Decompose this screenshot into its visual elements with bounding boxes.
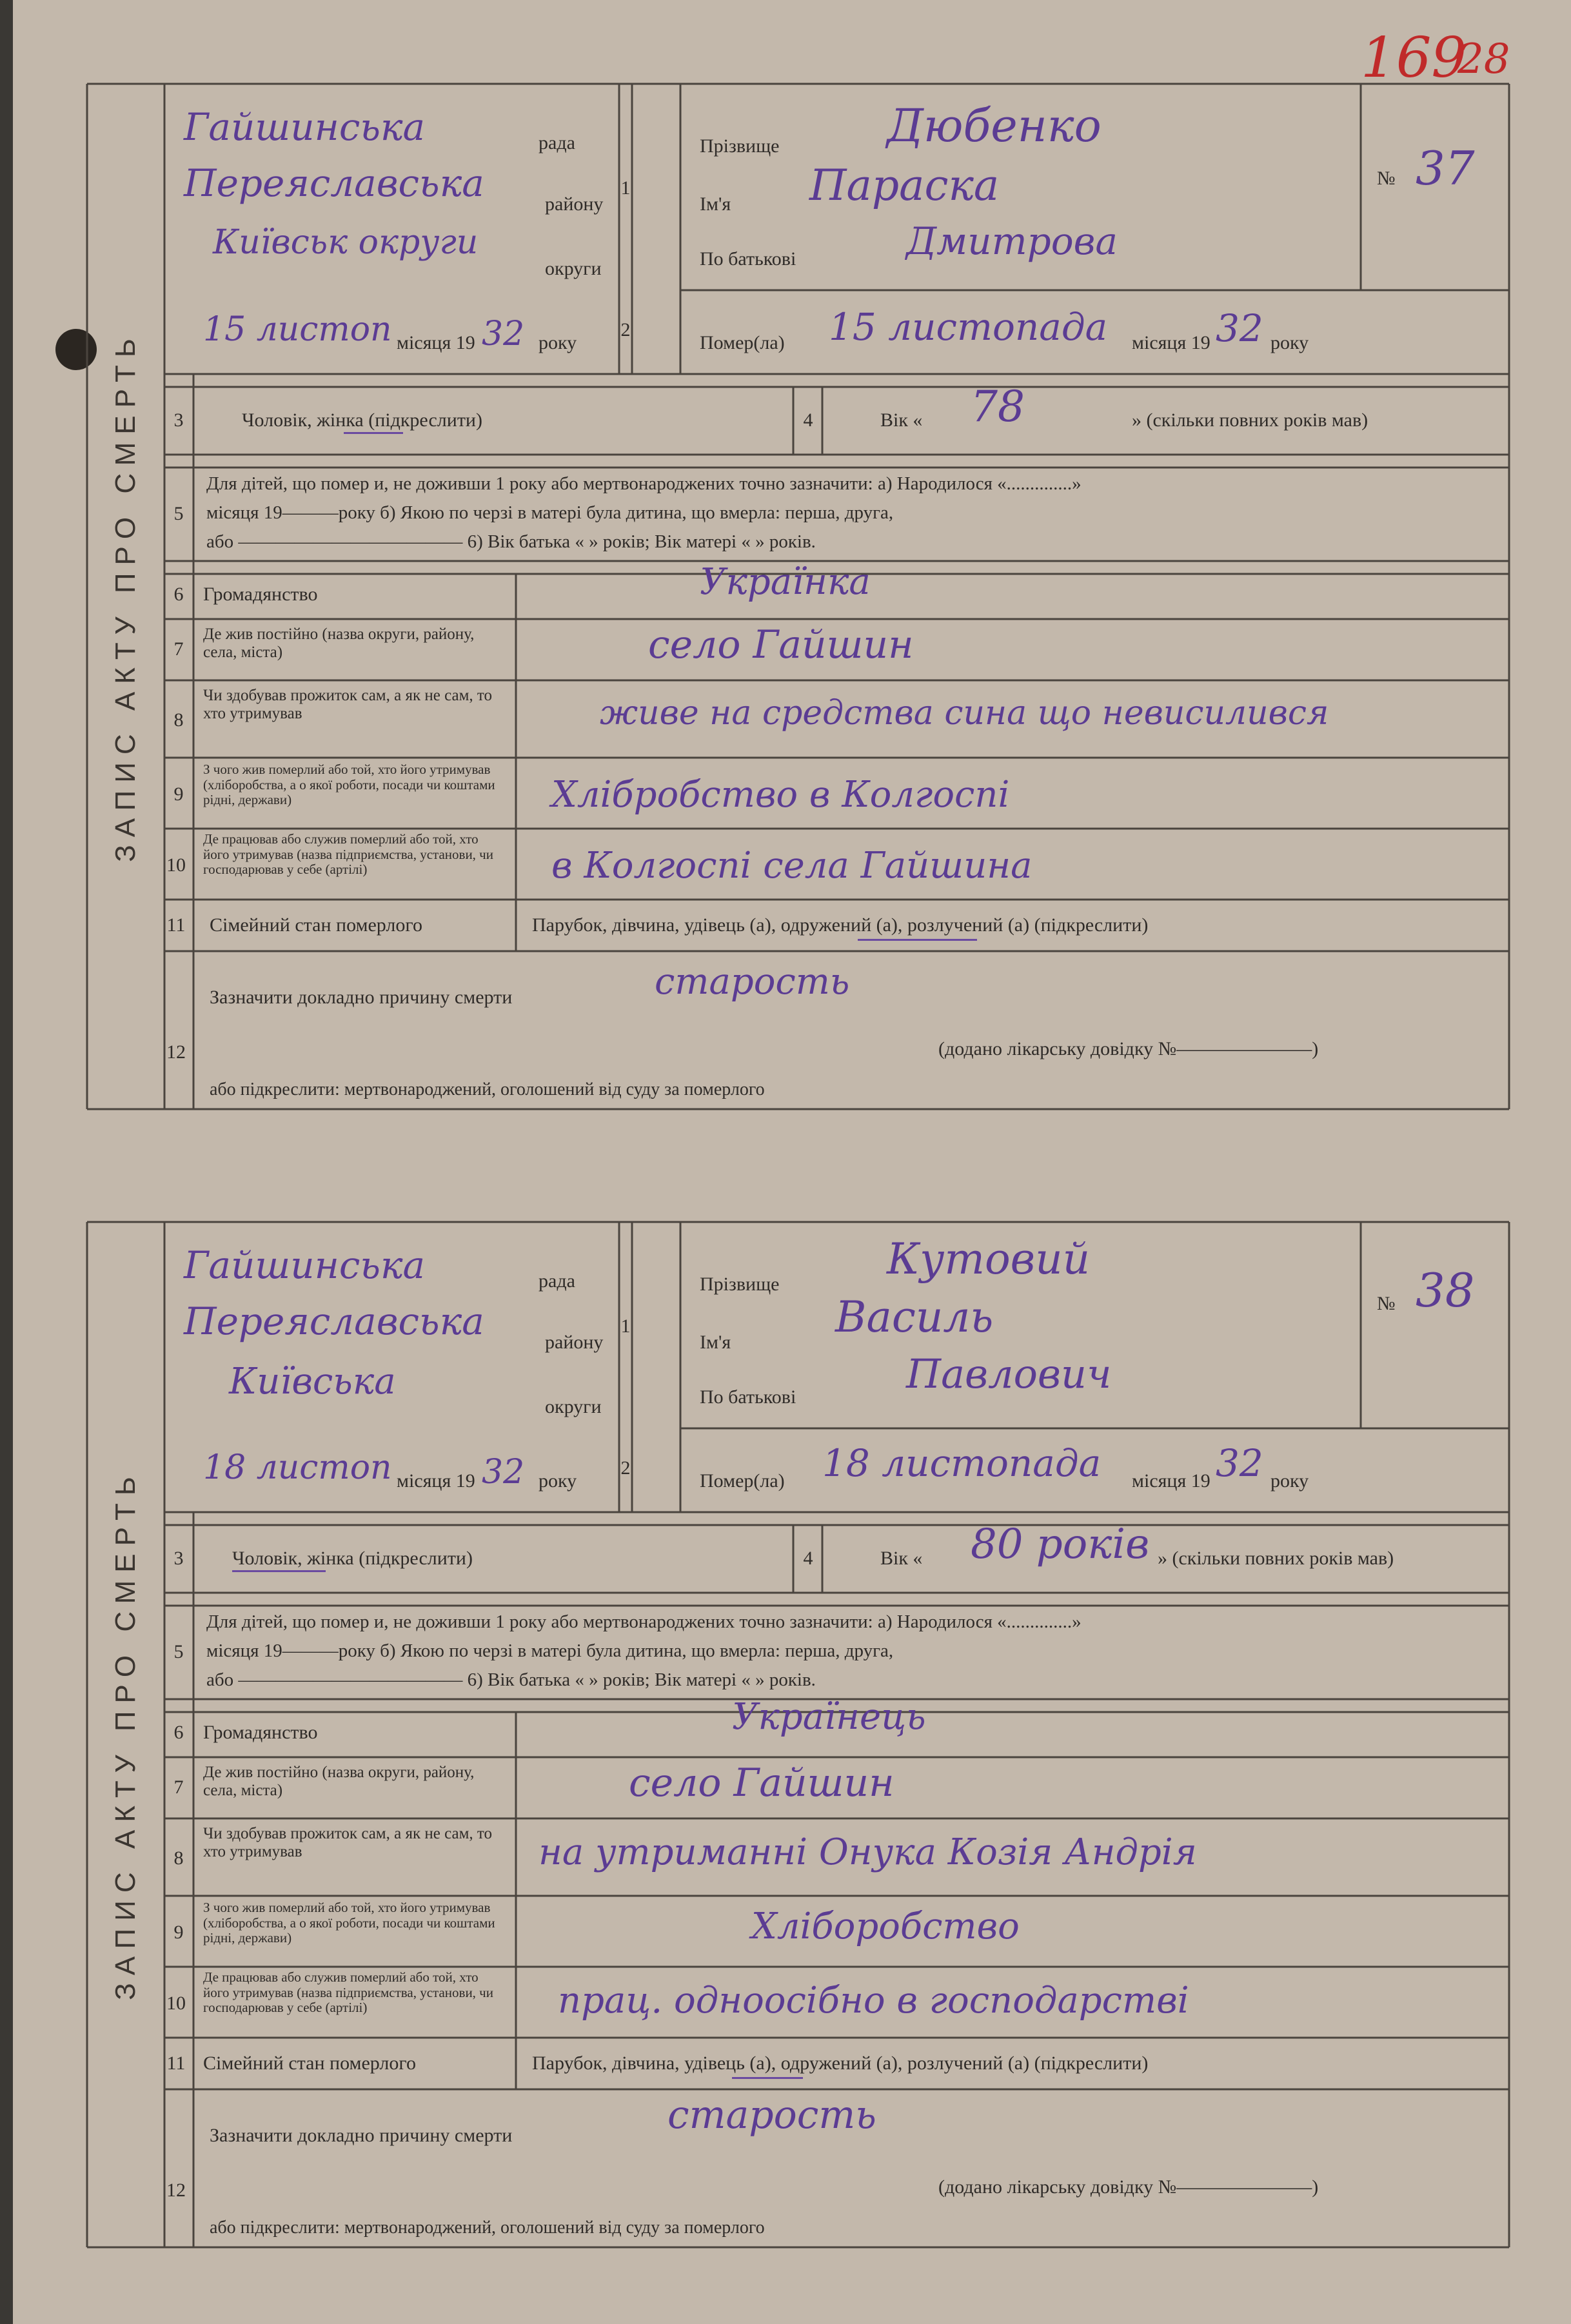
death-label: Помер(ла) xyxy=(700,1470,785,1492)
death-date: 18 листопада xyxy=(822,1441,1102,1485)
stillborn-label: або підкреслити: мертвонароджений, оголошений від суду за померлого xyxy=(210,1079,765,1099)
livelihood-label: Чи здобував прожиток сам, а як не сам, то хто утримував xyxy=(203,1825,493,1860)
council-name: Гайшинська xyxy=(184,105,426,149)
family-status-label: Сімейний стан померлого xyxy=(203,2053,416,2074)
age-label: Вік « xyxy=(880,409,923,431)
child-details-text: Для дітей, що помер и, не доживши 1 року або мертвонароджених точно зазначити: а) Народилося «..............» місяця 19———року б) Якою по черзі в матері була дитина, що вмерла: перша, друга, або ———————————— 6) Вік батька « » років; Вік матері « » років. xyxy=(206,1611,1082,1690)
year-label: року xyxy=(538,332,577,353)
livelihood-label: Чи здобував прожиток сам, а як не сам, то хто утримував xyxy=(203,687,493,722)
cause-value: старость xyxy=(667,2093,876,2138)
number-label: № xyxy=(1377,1293,1396,1314)
income-source-value: Хлібробство в Колгоспі xyxy=(551,774,1010,816)
record-number: 38 xyxy=(1416,1263,1475,1317)
row-number-10: 10 xyxy=(166,1993,186,2014)
sex-label: Чоловік, жінка (підкреслити) xyxy=(232,1548,473,1569)
row-number-5: 5 xyxy=(173,503,184,524)
row-number-7: 7 xyxy=(173,1777,184,1798)
month-19-label: місяця 19 xyxy=(397,1470,475,1492)
registration-date: 18 листоп xyxy=(203,1448,392,1487)
residence-value: село Гайшин xyxy=(629,1760,894,1806)
corner-number-red: 169 xyxy=(1361,26,1467,90)
citizenship-label: Громадянство xyxy=(203,584,318,605)
cause-value: старость xyxy=(655,961,850,1003)
workplace-label: Де працював або служив померлий або той, хто його утримував (назва підприємства, установи, чи господарював у себе (артілі) xyxy=(203,831,493,878)
row-number-11: 11 xyxy=(166,2053,186,2074)
year-label: року xyxy=(538,1470,577,1492)
workplace-value: в Колгоспі села Гайшина xyxy=(551,845,1033,887)
raion-label: району xyxy=(545,193,604,215)
row-number-1: 1 xyxy=(620,177,631,199)
row-number-9: 9 xyxy=(173,1922,184,1943)
record-sheet xyxy=(13,0,1571,2324)
row-number-12: 12 xyxy=(166,2180,186,2201)
family-status-options: Парубок, дівчина, удівець (а), одружений (а), розлучений (а) (підкреслити) xyxy=(532,914,1149,936)
workplace-value: прац. одноосібно в господарстві xyxy=(558,1980,1189,2022)
age-value: 80 років xyxy=(971,1521,1150,1568)
okruha-name: Київськ округи xyxy=(213,223,479,262)
rada-label: рада xyxy=(538,1270,575,1292)
row-number-1: 1 xyxy=(620,1315,631,1337)
row-number-8: 8 xyxy=(173,709,184,731)
row-number-12: 12 xyxy=(166,1041,186,1063)
patronymic-value: Павлович xyxy=(906,1350,1112,1397)
cause-label: Зазначити докладно причину смерти xyxy=(210,2125,513,2146)
income-source-value: Хліборобство xyxy=(751,1905,1020,1947)
row-number-11: 11 xyxy=(166,914,186,936)
raion-label: району xyxy=(545,1332,604,1353)
income-source-label: З чого жив померлий або той, хто його утримував (хліборобства, а о якої роботи, посади чи коштами рідні, держави) xyxy=(203,762,495,808)
patronymic-value: Дмитрова xyxy=(906,219,1118,263)
patronymic-label: По батькові xyxy=(700,1386,796,1408)
cause-label: Зазначити докладно причину смерти xyxy=(210,987,513,1008)
surname-label: Прізвище xyxy=(700,1274,780,1295)
row-number-7: 7 xyxy=(173,638,184,660)
death-year: 32 xyxy=(1216,306,1263,350)
row-number-3: 3 xyxy=(173,409,184,431)
district-name: Переяславська xyxy=(184,161,484,205)
okruha-name: Київська xyxy=(229,1361,396,1403)
death-year-label: року xyxy=(1270,332,1309,353)
row-number-6: 6 xyxy=(173,584,184,605)
family-status-underline xyxy=(858,939,977,941)
row-number-9: 9 xyxy=(173,783,184,805)
number-label: № xyxy=(1377,168,1396,189)
sex-underline xyxy=(232,1570,326,1572)
rada-label: рада xyxy=(538,132,575,153)
row-number-4: 4 xyxy=(803,1548,813,1569)
council-name: Гайшинська xyxy=(184,1243,426,1287)
okruha-label: округи xyxy=(545,258,602,279)
medical-certificate-label: (додано лікарську довідку №———————) xyxy=(938,1038,1319,1059)
death-record-form xyxy=(87,84,1509,1109)
surname-label: Прізвище xyxy=(700,135,780,157)
sex-underline xyxy=(344,432,403,434)
residence-value: село Гайшин xyxy=(648,622,914,667)
row-number-8: 8 xyxy=(173,1847,184,1869)
district-name: Переяславська xyxy=(184,1299,484,1343)
age-note: » (скільки повних років мав) xyxy=(1158,1548,1394,1569)
age-note: » (скільки повних років мав) xyxy=(1132,409,1368,431)
family-status-options: Парубок, дівчина, удівець (а), одружений (а), розлучений (а) (підкреслити) xyxy=(532,2053,1149,2074)
first-name-value: Василь xyxy=(835,1292,994,1342)
residence-label: Де жив постійно (назва округи, району, села, міста) xyxy=(203,625,475,661)
age-value: 78 xyxy=(971,382,1025,431)
citizenship-value: Українець xyxy=(732,1696,926,1738)
citizenship-value: Українка xyxy=(700,561,871,603)
form-side-title: ЗАПИС АКТУ ПРО СМЕРТЬ xyxy=(110,331,142,862)
death-month-label: місяця 19 xyxy=(1132,1470,1210,1492)
month-19-label: місяця 19 xyxy=(397,332,475,353)
record-number: 37 xyxy=(1416,141,1475,195)
row-number-3: 3 xyxy=(173,1548,184,1569)
row-number-2: 2 xyxy=(620,319,631,340)
first-name-label: Ім'я xyxy=(700,1332,731,1353)
family-status-label: Сімейний стан померлого xyxy=(210,914,422,936)
surname-value: Кутовий xyxy=(887,1234,1091,1284)
citizenship-label: Громадянство xyxy=(203,1722,318,1743)
death-year: 32 xyxy=(1216,1441,1263,1485)
residence-label: Де жив постійно (назва округи, району, села, міста) xyxy=(203,1764,475,1799)
row-number-2: 2 xyxy=(620,1457,631,1479)
death-record-form xyxy=(87,1222,1509,2247)
surname-value: Дюбенко xyxy=(887,99,1102,152)
child-details-text: Для дітей, що помер и, не доживши 1 року або мертвонароджених точно зазначити: а) Народилося «..............» місяця 19———року б) Якою по черзі в матері була дитина, що вмерла: перша, друга, або ———————————— 6) Вік батька « » років; Вік матері « » років. xyxy=(206,473,1082,552)
row-number-5: 5 xyxy=(173,1641,184,1662)
death-date: 15 листопада xyxy=(829,305,1108,349)
medical-certificate-label: (додано лікарську довідку №———————) xyxy=(938,2176,1319,2198)
livelihood-value: на утриманні Онука Козія Андрія xyxy=(538,1831,1197,1873)
okruha-label: округи xyxy=(545,1396,602,1417)
death-month-label: місяця 19 xyxy=(1132,332,1210,353)
row-number-10: 10 xyxy=(166,854,186,876)
death-label: Помер(ла) xyxy=(700,332,785,353)
row-number-4: 4 xyxy=(803,409,813,431)
first-name-label: Ім'я xyxy=(700,193,731,215)
age-label: Вік « xyxy=(880,1548,923,1569)
form-side-title: ЗАПИС АКТУ ПРО СМЕРТЬ xyxy=(110,1469,142,2000)
sex-label: Чоловік, жінка (підкреслити) xyxy=(242,409,482,431)
registration-year: 32 xyxy=(482,315,525,353)
income-source-label: З чого жив померлий або той, хто його утримував (хліборобства, а о якої роботи, посади чи коштами рідні, держави) xyxy=(203,1900,495,1946)
family-status-underline xyxy=(732,2077,803,2079)
death-year-label: року xyxy=(1270,1470,1309,1492)
workplace-label: Де працював або служив померлий або той, хто його утримував (назва підприємства, установи, чи господарював у себе (артілі) xyxy=(203,1969,493,2016)
first-name-value: Параска xyxy=(809,161,1000,210)
row-number-6: 6 xyxy=(173,1722,184,1743)
patronymic-label: По батькові xyxy=(700,248,796,270)
livelihood-value: живе на средства сина що невисилився xyxy=(600,694,1329,733)
corner-number: 28 xyxy=(1457,35,1510,83)
stillborn-label: або підкреслити: мертвонароджений, оголошений від суду за померлого xyxy=(210,2218,765,2238)
registration-year: 32 xyxy=(482,1453,525,1492)
registration-date: 15 листоп xyxy=(203,310,392,349)
